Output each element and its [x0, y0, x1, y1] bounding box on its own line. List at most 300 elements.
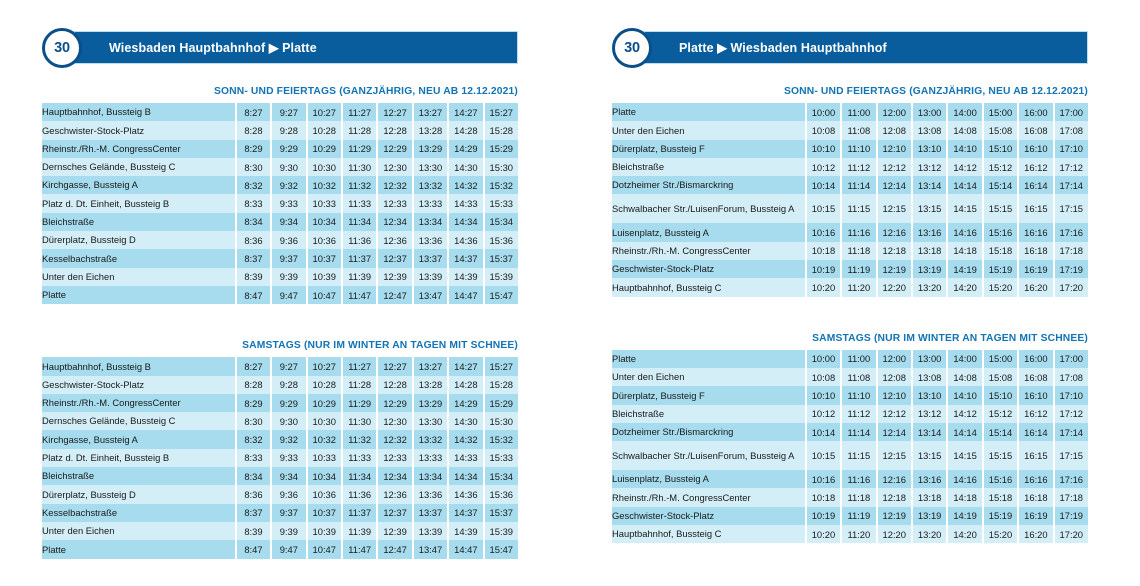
- stop-name-cell: Platz d. Dt. Einheit, Bussteig B: [42, 449, 235, 467]
- departure-time-cell: 12:28: [376, 376, 411, 394]
- departure-time-cell: 13:30: [412, 158, 447, 176]
- departure-time-cell: 10:20: [805, 525, 840, 543]
- departure-time-cell: 13:14: [911, 423, 946, 441]
- departure-time-cell: 8:32: [235, 430, 270, 448]
- departure-time-cell: 10:18: [805, 488, 840, 506]
- stop-name-cell: Schwalbacher Str./LuisenForum, Bussteig A: [612, 441, 805, 470]
- departure-time-cell: 15:27: [483, 357, 518, 375]
- departure-time-cell: 10:32: [306, 176, 341, 194]
- departure-time-cell: 14:18: [946, 242, 981, 260]
- departure-time-cell: 12:30: [376, 412, 411, 430]
- departure-time-cell: 13:37: [412, 249, 447, 267]
- departure-time-cell: 9:47: [270, 286, 305, 304]
- departure-time-cell: 14:47: [447, 286, 482, 304]
- departure-time-cell: 11:19: [840, 507, 875, 525]
- departure-time-cell: 14:28: [447, 376, 482, 394]
- departure-time-cell: 16:10: [1017, 386, 1052, 404]
- route-direction-bar[interactable]: [74, 31, 518, 64]
- departure-time-cell: 11:20: [840, 525, 875, 543]
- departure-time-cell: 11:10: [840, 386, 875, 404]
- stop-name-cell: Bleichstraße: [42, 467, 235, 485]
- stop-name-cell: Bleichstraße: [612, 405, 805, 423]
- departure-time-cell: 12:47: [376, 540, 411, 558]
- departure-time-cell: 14:20: [946, 278, 981, 296]
- departure-time-cell: 11:29: [341, 140, 376, 158]
- timetable: [42, 357, 518, 558]
- departure-time-cell: 13:28: [412, 121, 447, 139]
- departure-time-cell: 12:16: [876, 223, 911, 241]
- departure-time-cell: 10:16: [805, 470, 840, 488]
- departure-time-cell: 11:10: [840, 140, 875, 158]
- table-row: [42, 213, 518, 231]
- departure-time-cell: 15:19: [982, 507, 1017, 525]
- departure-time-cell: 14:18: [946, 488, 981, 506]
- departure-time-cell: 9:33: [270, 194, 305, 212]
- departure-time-cell: 12:12: [876, 405, 911, 423]
- route-header: [612, 28, 1088, 70]
- departure-time-cell: 13:33: [412, 194, 447, 212]
- stop-name-cell: Schwalbacher Str./LuisenForum, Bussteig A: [612, 194, 805, 223]
- departure-time-cell: 12:15: [876, 441, 911, 470]
- timetable-section: [612, 86, 1088, 297]
- departure-time-cell: 10:19: [805, 507, 840, 525]
- departure-time-cell: 10:14: [805, 423, 840, 441]
- departure-time-cell: 11:33: [341, 449, 376, 467]
- stop-name-cell: Hauptbahnhof, Bussteig B: [42, 103, 235, 121]
- table-row: [42, 158, 518, 176]
- departure-time-cell: 13:12: [911, 405, 946, 423]
- stop-name-cell: Unter den Eichen: [612, 368, 805, 386]
- departure-time-cell: 10:33: [306, 449, 341, 467]
- stop-name-cell: Dernsches Gelände, Bussteig C: [42, 412, 235, 430]
- departure-time-cell: 17:20: [1053, 525, 1088, 543]
- departure-time-cell: 9:29: [270, 394, 305, 412]
- departure-time-cell: 12:34: [376, 213, 411, 231]
- table-row: [612, 350, 1088, 368]
- stop-name-cell: Dotzheimer Str./Bismarckring: [612, 423, 805, 441]
- departure-time-cell: 12:10: [876, 140, 911, 158]
- departure-time-cell: 13:18: [911, 242, 946, 260]
- departure-time-cell: 9:32: [270, 430, 305, 448]
- departure-time-cell: 11:30: [341, 158, 376, 176]
- departure-time-cell: 10:19: [805, 260, 840, 278]
- departure-time-cell: 8:36: [235, 231, 270, 249]
- departure-time-cell: 13:32: [412, 430, 447, 448]
- departure-time-cell: 11:30: [341, 412, 376, 430]
- departure-time-cell: 8:27: [235, 103, 270, 121]
- departure-time-cell: 11:34: [341, 213, 376, 231]
- stop-name-cell: Dotzheimer Str./Bismarckring: [612, 176, 805, 194]
- departure-time-cell: 10:12: [805, 158, 840, 176]
- departure-time-cell: 14:32: [447, 176, 482, 194]
- departure-time-cell: 14:10: [946, 140, 981, 158]
- timetable: [612, 350, 1088, 544]
- departure-time-cell: 12:36: [376, 485, 411, 503]
- departure-time-cell: 9:27: [270, 357, 305, 375]
- departure-time-cell: 12:27: [376, 357, 411, 375]
- departure-time-cell: 16:14: [1017, 423, 1052, 441]
- departure-time-cell: 13:20: [911, 278, 946, 296]
- departure-time-cell: 11:14: [840, 423, 875, 441]
- departure-time-cell: 12:27: [376, 103, 411, 121]
- departure-time-cell: 10:10: [805, 140, 840, 158]
- departure-time-cell: 15:19: [982, 260, 1017, 278]
- departure-time-cell: 8:28: [235, 121, 270, 139]
- departure-time-cell: 9:27: [270, 103, 305, 121]
- departure-time-cell: 11:34: [341, 467, 376, 485]
- departure-time-cell: 13:47: [412, 286, 447, 304]
- stop-name-cell: Kesselbachstraße: [42, 249, 235, 267]
- departure-time-cell: 14:14: [946, 176, 981, 194]
- table-row: [612, 158, 1088, 176]
- stop-name-cell: Unter den Eichen: [42, 522, 235, 540]
- table-row: [612, 260, 1088, 278]
- departure-time-cell: 13:28: [412, 376, 447, 394]
- departure-time-cell: 14:39: [447, 268, 482, 286]
- stop-name-cell: Kirchgasse, Bussteig A: [42, 430, 235, 448]
- departure-time-cell: 8:33: [235, 449, 270, 467]
- departure-time-cell: 9:36: [270, 231, 305, 249]
- departure-time-cell: 12:29: [376, 140, 411, 158]
- departure-time-cell: 10:34: [306, 467, 341, 485]
- departure-time-cell: 8:39: [235, 268, 270, 286]
- departure-time-cell: 16:12: [1017, 405, 1052, 423]
- table-row: [612, 103, 1088, 121]
- departure-time-cell: 13:39: [412, 268, 447, 286]
- departure-time-cell: 15:27: [483, 103, 518, 121]
- departure-time-cell: 8:27: [235, 357, 270, 375]
- timetable-section: [612, 333, 1088, 544]
- panel-inbound: [570, 0, 1140, 586]
- departure-time-cell: 10:27: [306, 357, 341, 375]
- departure-time-cell: 11:32: [341, 430, 376, 448]
- departure-time-cell: 14:16: [946, 223, 981, 241]
- departure-time-cell: 11:47: [341, 286, 376, 304]
- departure-time-cell: 11:32: [341, 176, 376, 194]
- departure-time-cell: 15:10: [982, 386, 1017, 404]
- departure-time-cell: 10:47: [306, 286, 341, 304]
- stop-name-cell: Luisenplatz, Bussteig A: [612, 223, 805, 241]
- stop-name-cell: Geschwister-Stock-Platz: [42, 121, 235, 139]
- departure-time-cell: 12:34: [376, 467, 411, 485]
- departure-time-cell: 11:29: [341, 394, 376, 412]
- departure-time-cell: 9:32: [270, 176, 305, 194]
- departure-time-cell: 14:30: [447, 158, 482, 176]
- departure-time-cell: 15:20: [982, 278, 1017, 296]
- table-row: [612, 194, 1088, 223]
- stop-name-cell: Geschwister-Stock-Platz: [42, 376, 235, 394]
- table-row: [612, 470, 1088, 488]
- departure-time-cell: 8:47: [235, 286, 270, 304]
- departure-time-cell: 15:32: [483, 176, 518, 194]
- departure-time-cell: 13:32: [412, 176, 447, 194]
- departure-time-cell: 16:19: [1017, 260, 1052, 278]
- departure-time-cell: 13:15: [911, 441, 946, 470]
- departure-time-cell: 14:37: [447, 504, 482, 522]
- departure-time-cell: 10:10: [805, 386, 840, 404]
- departure-time-cell: 13:00: [911, 103, 946, 121]
- departure-time-cell: 15:18: [982, 488, 1017, 506]
- departure-time-cell: 12:47: [376, 286, 411, 304]
- departure-time-cell: 10:29: [306, 394, 341, 412]
- departure-time-cell: 14:34: [447, 213, 482, 231]
- departure-time-cell: 14:30: [447, 412, 482, 430]
- departure-time-cell: 12:18: [876, 242, 911, 260]
- route-number-badge[interactable]: [42, 28, 82, 68]
- departure-time-cell: 13:10: [911, 140, 946, 158]
- departure-time-cell: 15:15: [982, 441, 1017, 470]
- departure-time-cell: 11:18: [840, 488, 875, 506]
- departure-time-cell: 10:16: [805, 223, 840, 241]
- departure-time-cell: 9:34: [270, 213, 305, 231]
- departure-time-cell: 14:00: [946, 350, 981, 368]
- departure-time-cell: 15:16: [982, 470, 1017, 488]
- departure-time-cell: 16:14: [1017, 176, 1052, 194]
- departure-time-cell: 13:27: [412, 357, 447, 375]
- departure-time-cell: 9:39: [270, 522, 305, 540]
- departure-time-cell: 13:27: [412, 103, 447, 121]
- departure-time-cell: 13:47: [412, 540, 447, 558]
- departure-time-cell: 12:33: [376, 194, 411, 212]
- departure-time-cell: 13:20: [911, 525, 946, 543]
- table-row: [612, 386, 1088, 404]
- departure-time-cell: 16:15: [1017, 194, 1052, 223]
- departure-time-cell: 15:08: [982, 121, 1017, 139]
- departure-time-cell: 16:16: [1017, 223, 1052, 241]
- departure-time-cell: 12:37: [376, 504, 411, 522]
- stop-name-cell: Kesselbachstraße: [42, 504, 235, 522]
- departure-time-cell: 9:34: [270, 467, 305, 485]
- departure-time-cell: 15:18: [982, 242, 1017, 260]
- departure-time-cell: 12:28: [376, 121, 411, 139]
- departure-time-cell: 11:16: [840, 223, 875, 241]
- departure-time-cell: 11:28: [341, 121, 376, 139]
- stop-name-cell: Hauptbahnhof, Bussteig C: [612, 525, 805, 543]
- departure-time-cell: 13:08: [911, 368, 946, 386]
- departure-time-cell: 12:18: [876, 488, 911, 506]
- departure-time-cell: 14:33: [447, 449, 482, 467]
- section-heading: SAMSTAGS (NUR IM WINTER AN TAGEN MIT SCHNEE): [242, 340, 518, 352]
- table-row: [42, 522, 518, 540]
- departure-time-cell: 9:28: [270, 121, 305, 139]
- departure-time-cell: 15:47: [483, 540, 518, 558]
- departure-time-cell: 15:29: [483, 140, 518, 158]
- departure-time-cell: 12:36: [376, 231, 411, 249]
- table-row: [42, 249, 518, 267]
- departure-time-cell: 16:08: [1017, 368, 1052, 386]
- departure-time-cell: 8:47: [235, 540, 270, 558]
- departure-time-cell: 11:33: [341, 194, 376, 212]
- table-row: [612, 507, 1088, 525]
- table-row: [612, 176, 1088, 194]
- stop-name-cell: Platz d. Dt. Einheit, Bussteig B: [42, 194, 235, 212]
- departure-time-cell: 11:20: [840, 278, 875, 296]
- departure-time-cell: 14:36: [447, 231, 482, 249]
- table-row: [612, 441, 1088, 470]
- departure-time-cell: 15:00: [982, 103, 1017, 121]
- departure-time-cell: 12:12: [876, 158, 911, 176]
- stop-name-cell: Platte: [42, 540, 235, 558]
- departure-time-cell: 9:47: [270, 540, 305, 558]
- table-row: [612, 223, 1088, 241]
- departure-time-cell: 11:15: [840, 441, 875, 470]
- departure-time-cell: 10:32: [306, 430, 341, 448]
- departure-time-cell: 13:33: [412, 449, 447, 467]
- departure-time-cell: 9:33: [270, 449, 305, 467]
- departure-time-cell: 16:18: [1017, 242, 1052, 260]
- departure-time-cell: 17:16: [1053, 470, 1088, 488]
- departure-time-cell: 13:00: [911, 350, 946, 368]
- departure-time-cell: 16:20: [1017, 525, 1052, 543]
- table-row: [612, 278, 1088, 296]
- section-heading: SAMSTAGS (NUR IM WINTER AN TAGEN MIT SCHNEE): [812, 332, 1088, 344]
- departure-time-cell: 13:36: [412, 231, 447, 249]
- route-direction-label: Wiesbaden Hauptbahnhof ▶ Platte: [109, 41, 317, 55]
- departure-time-cell: 8:28: [235, 376, 270, 394]
- departure-time-cell: 11:14: [840, 176, 875, 194]
- departure-time-cell: 15:12: [982, 158, 1017, 176]
- departure-time-cell: 12:14: [876, 423, 911, 441]
- departure-time-cell: 17:14: [1053, 423, 1088, 441]
- departure-time-cell: 8:37: [235, 249, 270, 267]
- departure-time-cell: 10:30: [306, 412, 341, 430]
- departure-time-cell: 14:20: [946, 525, 981, 543]
- departure-time-cell: 14:47: [447, 540, 482, 558]
- departure-time-cell: 15:14: [982, 176, 1017, 194]
- departure-time-cell: 11:39: [341, 268, 376, 286]
- stop-name-cell: Rheinstr./Rh.-M. CongressCenter: [42, 140, 235, 158]
- stop-name-cell: Rheinstr./Rh.-M. CongressCenter: [42, 394, 235, 412]
- departure-time-cell: 14:19: [946, 507, 981, 525]
- departure-time-cell: 16:00: [1017, 103, 1052, 121]
- departure-time-cell: 10:36: [306, 231, 341, 249]
- departure-time-cell: 11:39: [341, 522, 376, 540]
- departure-time-cell: 10:33: [306, 194, 341, 212]
- table-row: [42, 540, 518, 558]
- stop-name-cell: Platte: [42, 286, 235, 304]
- departure-time-cell: 15:37: [483, 504, 518, 522]
- panel-content: [570, 0, 1140, 543]
- departure-time-cell: 13:39: [412, 522, 447, 540]
- table-row: [612, 140, 1088, 158]
- stop-name-cell: Dürerplatz, Bussteig D: [42, 485, 235, 503]
- route-number-badge[interactable]: [612, 28, 652, 68]
- departure-time-cell: 17:18: [1053, 488, 1088, 506]
- departure-time-cell: 11:08: [840, 121, 875, 139]
- timetable: [612, 103, 1088, 297]
- stop-name-cell: Kirchgasse, Bussteig A: [42, 176, 235, 194]
- departure-time-cell: 10:37: [306, 249, 341, 267]
- table-row: [42, 268, 518, 286]
- departure-time-cell: 16:20: [1017, 278, 1052, 296]
- table-row: [612, 368, 1088, 386]
- table-row: [42, 176, 518, 194]
- departure-time-cell: 13:36: [412, 485, 447, 503]
- departure-time-cell: 15:20: [982, 525, 1017, 543]
- departure-time-cell: 10:47: [306, 540, 341, 558]
- departure-time-cell: 9:30: [270, 412, 305, 430]
- stop-name-cell: Luisenplatz, Bussteig A: [612, 470, 805, 488]
- departure-time-cell: 14:16: [946, 470, 981, 488]
- departure-time-cell: 15:29: [483, 394, 518, 412]
- table-row: [42, 394, 518, 412]
- table-row: [42, 194, 518, 212]
- departure-time-cell: 10:00: [805, 350, 840, 368]
- departure-time-cell: 10:08: [805, 368, 840, 386]
- section-heading: SONN- UND FEIERTAGS (GANZJÄHRIG, NEU AB 12.12.2021): [783, 86, 1088, 97]
- departure-time-cell: 13:16: [911, 223, 946, 241]
- departure-time-cell: 13:34: [412, 467, 447, 485]
- departure-time-cell: 15:14: [982, 423, 1017, 441]
- table-row: [612, 423, 1088, 441]
- departure-time-cell: 11:16: [840, 470, 875, 488]
- departure-time-cell: 17:15: [1053, 194, 1088, 223]
- departure-time-cell: 13:34: [412, 213, 447, 231]
- stop-name-cell: Bleichstraße: [42, 213, 235, 231]
- table-row: [42, 412, 518, 430]
- departure-time-cell: 10:14: [805, 176, 840, 194]
- departure-time-cell: 14:34: [447, 467, 482, 485]
- departure-time-cell: 13:14: [911, 176, 946, 194]
- departure-time-cell: 9:39: [270, 268, 305, 286]
- departure-time-cell: 17:08: [1053, 121, 1088, 139]
- departure-time-cell: 14:15: [946, 194, 981, 223]
- table-row: [42, 140, 518, 158]
- stop-name-cell: Platte: [612, 103, 805, 121]
- departure-time-cell: 14:08: [946, 368, 981, 386]
- route-direction-bar[interactable]: [644, 31, 1088, 64]
- departure-time-cell: 12:19: [876, 507, 911, 525]
- table-row: [42, 376, 518, 394]
- departure-time-cell: 10:28: [306, 121, 341, 139]
- departure-time-cell: 12:20: [876, 525, 911, 543]
- stop-name-cell: Dürerplatz, Bussteig D: [42, 231, 235, 249]
- departure-time-cell: 10:15: [805, 441, 840, 470]
- departure-time-cell: 9:37: [270, 249, 305, 267]
- departure-time-cell: 17:00: [1053, 103, 1088, 121]
- departure-time-cell: 17:19: [1053, 260, 1088, 278]
- departure-time-cell: 13:15: [911, 194, 946, 223]
- departure-time-cell: 14:27: [447, 103, 482, 121]
- departure-time-cell: 13:19: [911, 507, 946, 525]
- departure-time-cell: 12:10: [876, 386, 911, 404]
- departure-time-cell: 11:27: [341, 103, 376, 121]
- stop-name-cell: Platte: [612, 350, 805, 368]
- departure-time-cell: 10:39: [306, 522, 341, 540]
- departure-time-cell: 10:37: [306, 504, 341, 522]
- departure-time-cell: 10:36: [306, 485, 341, 503]
- departure-time-cell: 8:37: [235, 504, 270, 522]
- departure-time-cell: 12:15: [876, 194, 911, 223]
- departure-time-cell: 11:47: [341, 540, 376, 558]
- departure-time-cell: 16:16: [1017, 470, 1052, 488]
- table-row: [612, 525, 1088, 543]
- departure-time-cell: 14:28: [447, 121, 482, 139]
- departure-time-cell: 14:33: [447, 194, 482, 212]
- departure-time-cell: 10:27: [306, 103, 341, 121]
- departure-time-cell: 17:08: [1053, 368, 1088, 386]
- route-header: [42, 28, 518, 70]
- departure-time-cell: 14:12: [946, 405, 981, 423]
- departure-time-cell: 17:12: [1053, 405, 1088, 423]
- departure-time-cell: 13:30: [412, 412, 447, 430]
- departure-time-cell: 17:16: [1053, 223, 1088, 241]
- departure-time-cell: 8:32: [235, 176, 270, 194]
- departure-time-cell: 14:27: [447, 357, 482, 375]
- departure-time-cell: 10:15: [805, 194, 840, 223]
- departure-time-cell: 12:08: [876, 368, 911, 386]
- departure-time-cell: 13:10: [911, 386, 946, 404]
